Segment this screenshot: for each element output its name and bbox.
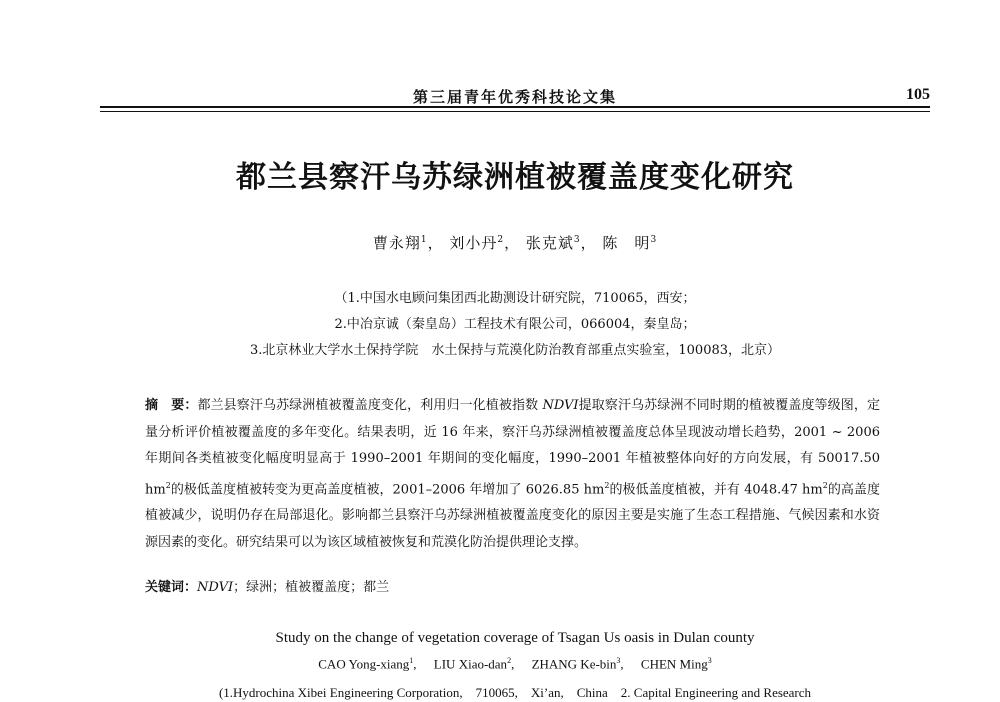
keywords <box>145 576 880 595</box>
english-title: Study on the change of vegetation coverage of Tsagan Us oasis in Dulan county <box>275 630 755 646</box>
affiliation-3: 3.北京林业大学水土保持学院 水土保持与荒漠化防治教育部重点实验室，100083，北京） <box>249 343 781 358</box>
author-mark: 1 <box>420 235 428 245</box>
abstract-ndvi: NDVI <box>542 398 579 413</box>
author-name: 张克斌 <box>525 234 574 252</box>
author-list: 曹永翔$^1$， 刘小丹$^2$， 张克斌$^3$， 陈 明$^3$ <box>372 234 658 252</box>
unit-exponent: 2 <box>822 480 828 490</box>
abstract-text: 的极低盖度植被转变为更高盖度植被，2001–2006 年增加了 6026.85 hm <box>170 481 605 497</box>
abstract-text: 都兰县察汗乌苏绿洲植被覆盖度变化，利用归一化植被指数 <box>197 398 543 413</box>
unit-exponent: 2 <box>165 480 171 490</box>
running-title: 第三届青年优秀科技论文集 <box>412 88 617 106</box>
author-name: 曹永翔 <box>372 234 421 252</box>
keywords-label: 关键词： <box>145 580 198 595</box>
paper-title: 都兰县察汗乌苏绿洲植被覆盖度变化研究 <box>236 160 794 195</box>
header-rule-thin <box>100 111 930 112</box>
english-affiliation: (1.Hydrochina Xibei Engineering Corporation, 710065, Xi’an, China 2. Capital Engineering and Research <box>218 685 812 700</box>
english-author-mark: 3 <box>707 656 712 665</box>
english-author-list: CAO Yong-xiang$^1$, LIU Xiao-dan$^2$, ZHANG Ke-bin$^3$, CHEN Ming$^3$ <box>318 656 712 672</box>
header-rule-thick <box>100 106 930 108</box>
english-author-mark: 2 <box>507 656 512 665</box>
author-mark: 3 <box>573 235 581 245</box>
author-mark: 3 <box>650 235 658 245</box>
author-mark: 2 <box>497 235 505 245</box>
english-author-name: LIU Xiao-dan <box>433 656 508 672</box>
keywords-rest: ；绿洲；植被覆盖度；都兰 <box>233 580 390 595</box>
affiliation-1: （1.中国水电顾问集团西北勘测设计研究院，710065，西安； <box>334 291 696 306</box>
abstract-text: 提取察汗乌苏绿洲不同时期的植被覆盖度等级图，定量分析评价植被覆盖度的多年变化。结果表明，近 16 年来，察汗乌苏绿洲植被覆盖度总体呈现波动增长趋势，2001 ~ 2006 年期间各类植被变化幅度明显高于 1990–2001 年期间的变化幅度，1990–2001 年植被整体向好的方向发展，有 50017.50 hm <box>145 398 880 497</box>
english-author-name: CHEN Ming <box>640 656 708 672</box>
running-header <box>100 84 930 108</box>
abstract-text: 的极低盖度植被，并有 4048.47 hm <box>609 481 823 497</box>
author-name: 刘小丹 <box>449 234 498 252</box>
english-author-name: ZHANG Ke-bin <box>531 656 617 672</box>
abstract-label: 摘 要： <box>145 398 198 413</box>
english-author-name: CAO Yong-xiang <box>318 656 410 672</box>
author-name: 陈 明 <box>602 234 651 252</box>
english-author-mark: 1 <box>409 656 414 665</box>
page-number: 105 <box>906 86 930 103</box>
unit-exponent: 2 <box>604 480 610 490</box>
abstract-text: 的高盖度植被减少，说明仍存在局部退化。影响都兰县察汗乌苏绿洲植被覆盖度变化的原因主要是实施了生态工程措施、气候因素和水资源因素的变化。研究结果可以为该区域植被恢复和荒漠化防治提供理论支撑。 <box>145 481 880 550</box>
english-author-mark: 3 <box>616 656 621 665</box>
keyword-ndvi: NDVI <box>197 580 234 595</box>
affiliation-2: 2.中冶京诚（秦皇岛）工程技术有限公司，066004，秦皇岛； <box>334 317 696 332</box>
abstract <box>145 393 880 556</box>
